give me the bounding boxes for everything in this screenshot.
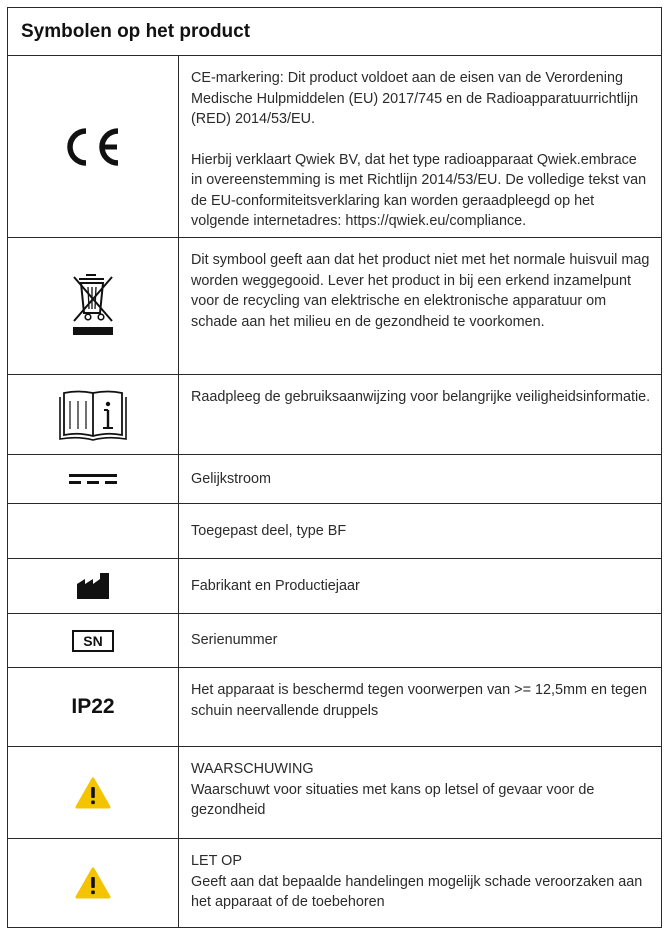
description-cell	[179, 504, 661, 558]
serial-number-description: Serienummer	[191, 632, 278, 649]
bf-description: Toegepast deel, type BF	[191, 522, 347, 539]
instructions-description: Raadpleeg de gebruiksaanwijzing voor belangrijke veiligheidsinformatie.	[191, 389, 651, 405]
conformity-declaration: Hierbij verklaart Qwiek BV, dat het type radioapparaat Qwiek.embrace in overeenstemming is met Richtlijn 2014/53/EU. De volledige tekst van de EU-conformiteitsverklaring kan worden geraadpleegd op het volgende internetadres: https://qwiek.eu/compliance.	[191, 151, 647, 229]
description-cell	[179, 238, 661, 374]
table-row	[8, 747, 661, 839]
manufacturer-icon	[76, 572, 110, 600]
table-row	[8, 504, 661, 559]
ce-description: CE-markering: Dit product voldoet aan de eisen van de Verordening Medische Hulpmiddelen (EU) 2017/745 en de Radioapparatuurrichtlijn (RED) 2014/53/EU.	[191, 70, 639, 127]
table-row	[8, 668, 661, 747]
weee-crossed-bin-icon	[68, 271, 118, 341]
description-cell	[179, 455, 661, 503]
weee-description: Dit symbool geeft aan dat het product niet met het normale huisvuil mag worden weggegooid. Lever het product in bij een erkend inzamelpunt voor de recycling van elektrische en elektronische apparatuur om schade aan het milieu en de gezondheid te voorkomen.	[191, 252, 650, 330]
caution-icon	[75, 867, 111, 899]
symbol-cell	[8, 455, 179, 503]
table-row	[8, 455, 661, 504]
symbol-cell	[8, 375, 179, 454]
table-row	[8, 238, 661, 375]
manufacturer-description: Fabrikant en Productiejaar	[191, 577, 360, 594]
description-cell	[179, 375, 661, 454]
description-cell	[179, 839, 661, 927]
symbol-cell	[8, 56, 179, 237]
table-row	[8, 375, 661, 455]
caution-heading: LET OP	[191, 853, 242, 869]
table-title: Symbolen op het product	[8, 8, 661, 56]
description-cell	[179, 56, 661, 237]
symbol-cell-empty	[8, 504, 179, 558]
table-row	[8, 839, 661, 927]
ip-rating: IP22	[71, 695, 115, 718]
warning-icon	[75, 777, 111, 809]
symbol-cell	[8, 559, 179, 613]
description-cell	[179, 668, 661, 746]
ce-mark-icon	[62, 126, 124, 168]
symbol-cell	[8, 839, 179, 927]
warning-heading: WAARSCHUWING	[191, 761, 314, 777]
warning-description: Waarschuwt voor situaties met kans op letsel of gevaar voor de gezondheid	[191, 781, 595, 818]
table-row	[8, 56, 661, 238]
table-row	[8, 614, 661, 668]
caution-description: Geeft aan dat bepaalde handelingen mogelijk schade veroorzaken aan het apparaat of de toebehoren	[191, 873, 643, 910]
table-row	[8, 559, 661, 614]
consult-instructions-icon	[58, 387, 128, 443]
dc-description: Gelijkstroom	[191, 470, 271, 487]
symbol-cell	[8, 238, 179, 374]
symbol-cell	[8, 668, 179, 746]
serial-number-icon: SN	[72, 630, 114, 652]
direct-current-icon	[68, 472, 118, 486]
symbol-cell	[8, 747, 179, 838]
symbols-table	[7, 7, 662, 928]
ip-description: Het apparaat is beschermd tegen voorwerpen van >= 12,5mm en tegen schuin neervallende druppels	[191, 682, 647, 719]
description-cell	[179, 559, 661, 613]
description-cell	[179, 747, 661, 838]
description-cell	[179, 614, 661, 667]
symbol-cell	[8, 614, 179, 667]
